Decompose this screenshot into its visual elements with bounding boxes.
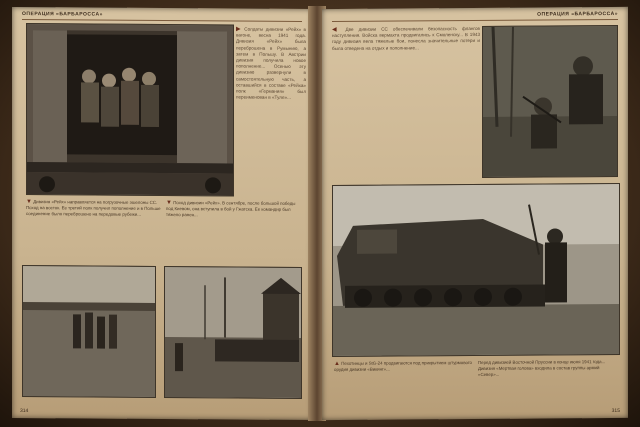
photo-soldiers-in-combat [482,25,618,178]
left-page [12,7,312,420]
bullet-icon: ▲ [334,360,340,367]
photo-assault-gun [332,183,620,357]
right-page [322,7,628,420]
left-page-number: 314 [20,408,29,415]
bullet-icon: ▼ [26,199,32,206]
left-top-text-column: ▶ Солдаты дивизии «Рейх» в вагоне, весна 1941 года. Дивизия «Рейх» была переброшена в Румынию, а затем в Польшу. В Австрии дивизия получила новое пополнение... Осенью эту дивизию развернули в самостоятельную часть, а оставшийся в составе «Рейха» полк «Германия» был переименован в «Туле»... [236,26,306,101]
right-page-number: 315 [611,407,620,415]
photo-column-marching-village [164,266,302,399]
left-caption-mid: ▼ Дивизия «Рейх» направляется на погрузочные эшелоны СС. Поход на восток. Ее третий полк получил пополнение и в Польше соединение было переброшено на передовые рубежи... [26,199,161,217]
bullet-icon: ◀ [332,26,341,33]
left-header-rule [22,19,302,22]
left-running-header: ОПЕРАЦИЯ «БАРБАРОССА» [22,11,103,18]
left-caption-mid-right: ▼ Поход дивизии «Рейх». В сентябре, после большой победы под Киевом, она вступила в бой у Гжатска. Ее командир был тяжело ранен... [166,200,296,218]
photo-troops-in-railcar [26,23,234,196]
field-image [23,266,155,397]
right-caption-bottom: ▲ Пехотинцы и StG-24 продвигаются под прикрытием штурмового орудия дивизии «Викинг»... [334,360,472,372]
right-running-header: ОПЕРАЦИЯ «БАРБАРОССА» [537,11,618,18]
bullet-icon: ▼ [166,200,172,207]
right-top-text-column: ◀ Две дивизии СС обеспечивали безопасность флангов наступления. Войска вермахта продвигались к Смоленску... В 1943 году дивизия вела тяжелые бои, понесла значительные потери и была отведена на отдых и пополнение... [332,25,480,51]
right-caption-bottom-right: Перед дивизией Восточной Пруссии в конце июня 1941 года... Дивизия «Мертвая голова» входила в состав группы армий «Север»... [478,359,606,377]
right-header-rule [332,19,618,22]
railcar-image [27,24,233,195]
photo-soldiers-on-field [22,265,156,398]
assault-gun-image [333,184,619,356]
village-image [165,267,301,398]
bullet-icon: ▶ [236,26,242,33]
combat-image [483,26,617,177]
